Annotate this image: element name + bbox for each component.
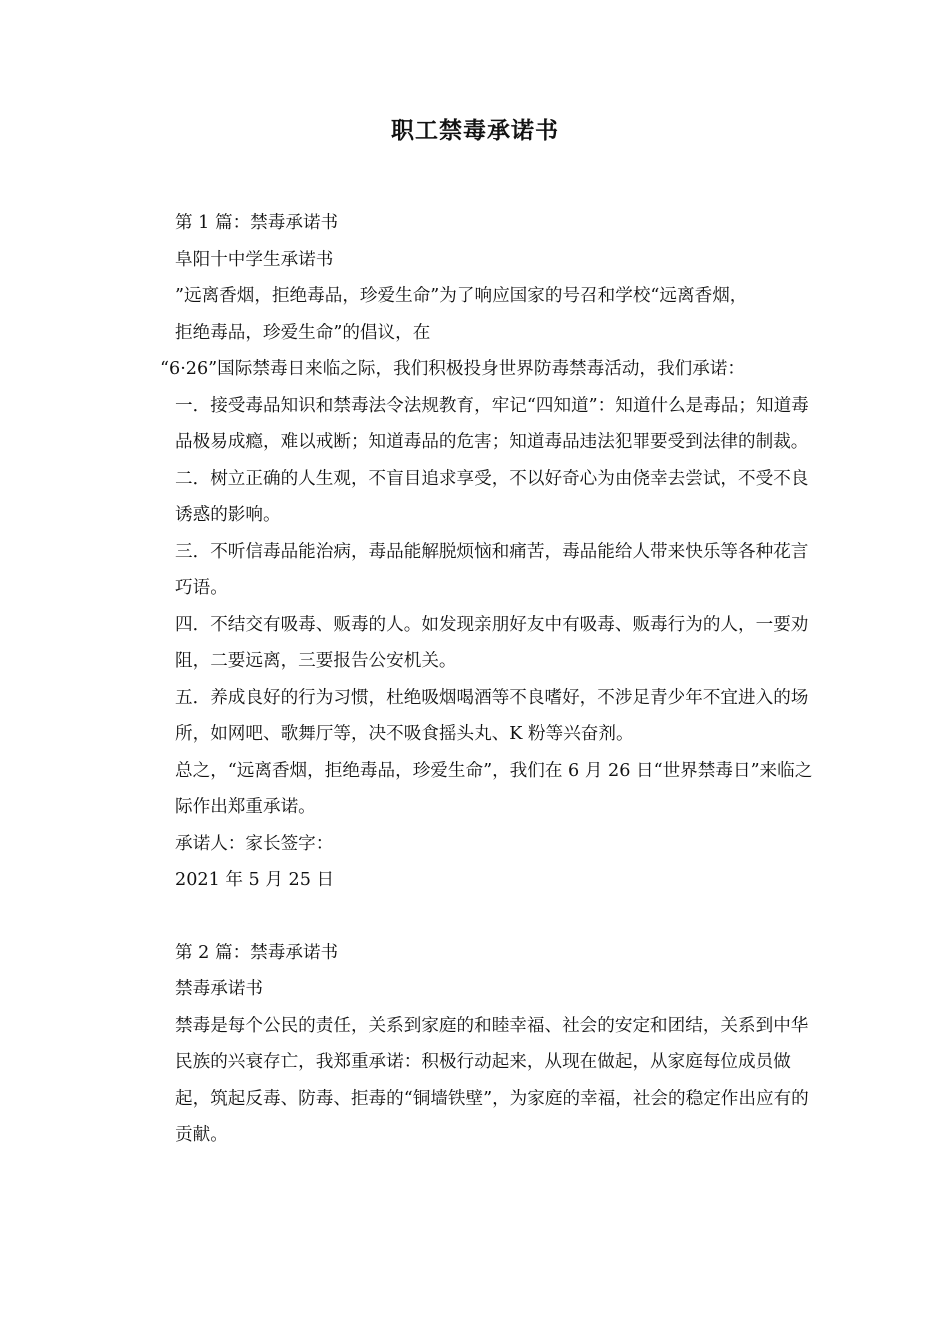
commitment-item-5: 五．养成良好的行为习惯，杜绝吸烟喝酒等不良嗜好，不涉足青少年不宜进入的场所，如网吧、歌舞厅等，决不吸食摇头丸、K 粉等兴奋剂。 bbox=[175, 687, 809, 744]
section1-intro-line2: 拒绝毒品，珍爱生命”的倡议，在 bbox=[175, 322, 431, 343]
section2-body: 禁毒是每个公民的责任，关系到家庭的和睦幸福、社会的安定和团结，关系到中华民族的兴衰存亡，我郑重承诺：积极行动起来，从现在做起，从家庭每位成员做起，筑起反毒、防毒、拒毒的“铜墙铁壁”，为家庭的幸福，社会的稳定作出应有的贡献。 bbox=[175, 1015, 809, 1145]
commitment-item-3: 三．不听信毒品能治病，毒品能解脱烦恼和痛苦，毒品能给人带来快乐等各种花言巧语。 bbox=[175, 541, 809, 598]
section1-intro-line3: “6·26”国际禁毒日来临之际，我们积极投身世界防毒禁毒活动，我们承诺： bbox=[160, 359, 745, 379]
section2-subtitle: 禁毒承诺书 bbox=[175, 979, 263, 999]
section1-subtitle: 阜阳十中学生承诺书 bbox=[175, 249, 334, 270]
section2-heading: 第 2 篇：禁毒承诺书 bbox=[175, 942, 339, 963]
section1-heading: 第 1 篇：禁毒承诺书 bbox=[175, 213, 339, 233]
section-divider-space bbox=[141, 899, 819, 935]
document-body bbox=[141, 205, 819, 1154]
commitment-item-4: 四．不结交有吸毒、贩毒的人。如发现亲朋好友中有吸毒、贩毒行为的人，一要劝阻，二要远离，三要报告公安机关。 bbox=[175, 614, 809, 671]
section1-intro-line1: ”远离香烟，拒绝毒品，珍爱生命”为了响应国家的号召和学校“远离香烟， bbox=[175, 286, 748, 306]
commitment-item-2: 二．树立正确的人生观，不盲目追求享受，不以好奇心为由侥幸去尝试，不受不良诱惑的影响。 bbox=[175, 468, 809, 525]
commitment-item-1: 一．接受毒品知识和禁毒法令法规教育，牢记“四知道”：知道什么是毒品；知道毒品极易成瘾，难以戒断；知道毒品的危害；知道毒品违法犯罪要受到法律的制裁。 bbox=[175, 395, 809, 452]
signer-line: 承诺人：家长签字： bbox=[175, 833, 334, 854]
date-line: 2021 年 5 月 25 日 bbox=[175, 870, 335, 890]
conclusion-paragraph: 总之，“远离香烟，拒绝毒品，珍爱生命”，我们在 6 月 26 日“世界禁毒日”来临之际作出郑重承诺。 bbox=[175, 760, 813, 817]
document-title: 职工禁毒承诺书 bbox=[391, 118, 559, 144]
